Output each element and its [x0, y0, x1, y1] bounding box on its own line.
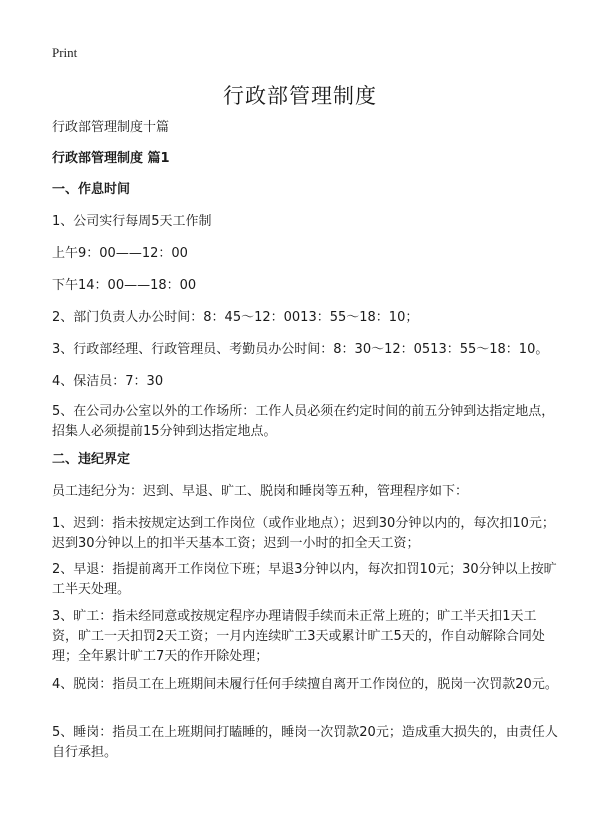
paragraph: 2、部门负责人办公时间：8：45～12：0013：55～18：10； — [52, 310, 419, 325]
paragraph: 3、行政部经理、行政管理员、考勤员办公时间：8：30～12：0513：55～18：10。 — [52, 342, 549, 357]
print-label: Print — [52, 45, 78, 60]
paragraph: 上午9：00——12：00 — [52, 246, 188, 261]
paragraph: 1、迟到：指未按规定达到工作岗位（或作业地点）；迟到30分钟以内的，每次扣10元；迟到30分钟以上的扣半天基本工资；迟到一小时的扣全天工资； — [52, 516, 555, 551]
paragraph: 5、在公司办公室以外的工作场所：工作人员必须在约定时间的前五分钟到达指定地点，招集人必须提前15分钟到达指定地点。 — [52, 404, 555, 439]
section-heading-1: 一、作息时间 — [52, 182, 131, 197]
paragraph: 下午14：00——18：00 — [52, 278, 197, 293]
document-subtitle: 行政部管理制度十篇 — [52, 120, 170, 135]
article-heading: 行政部管理制度 篇1 — [52, 151, 170, 166]
paragraph: 员工违纪分为：迟到、早退、旷工、脱岗和睡岗等五种，管理程序如下： — [52, 484, 469, 499]
paragraph: 1、公司实行每周5天工作制 — [52, 214, 212, 229]
section-heading-2: 二、违纪界定 — [52, 452, 131, 467]
paragraph: 5、睡岗：指员工在上班期间打瞌睡的，睡岗一次罚款20元；造成重大损失的，由责任人自行承担。 — [52, 725, 558, 760]
paragraph: 2、早退：指提前离开工作岗位下班；早退3分钟以内，每次扣罚10元；30分钟以上按旷工半天处理。 — [52, 562, 557, 597]
document-title: 行政部管理制度 — [223, 84, 377, 108]
paragraph: 4、脱岗：指员工在上班期间未履行任何手续擅自离开工作岗位的，脱岗一次罚款20元。 — [52, 677, 558, 692]
paragraph: 3、旷工：指未经同意或按规定程序办理请假手续而未正常上班的；旷工半天扣1天工资，旷工一天扣罚2天工资；一月内连续旷工3天或累计旷工5天的，作自动解除合同处理；全年累计旷工7天的作开除处理； — [52, 609, 545, 664]
paragraph: 4、保洁员：7：30 — [52, 374, 164, 389]
